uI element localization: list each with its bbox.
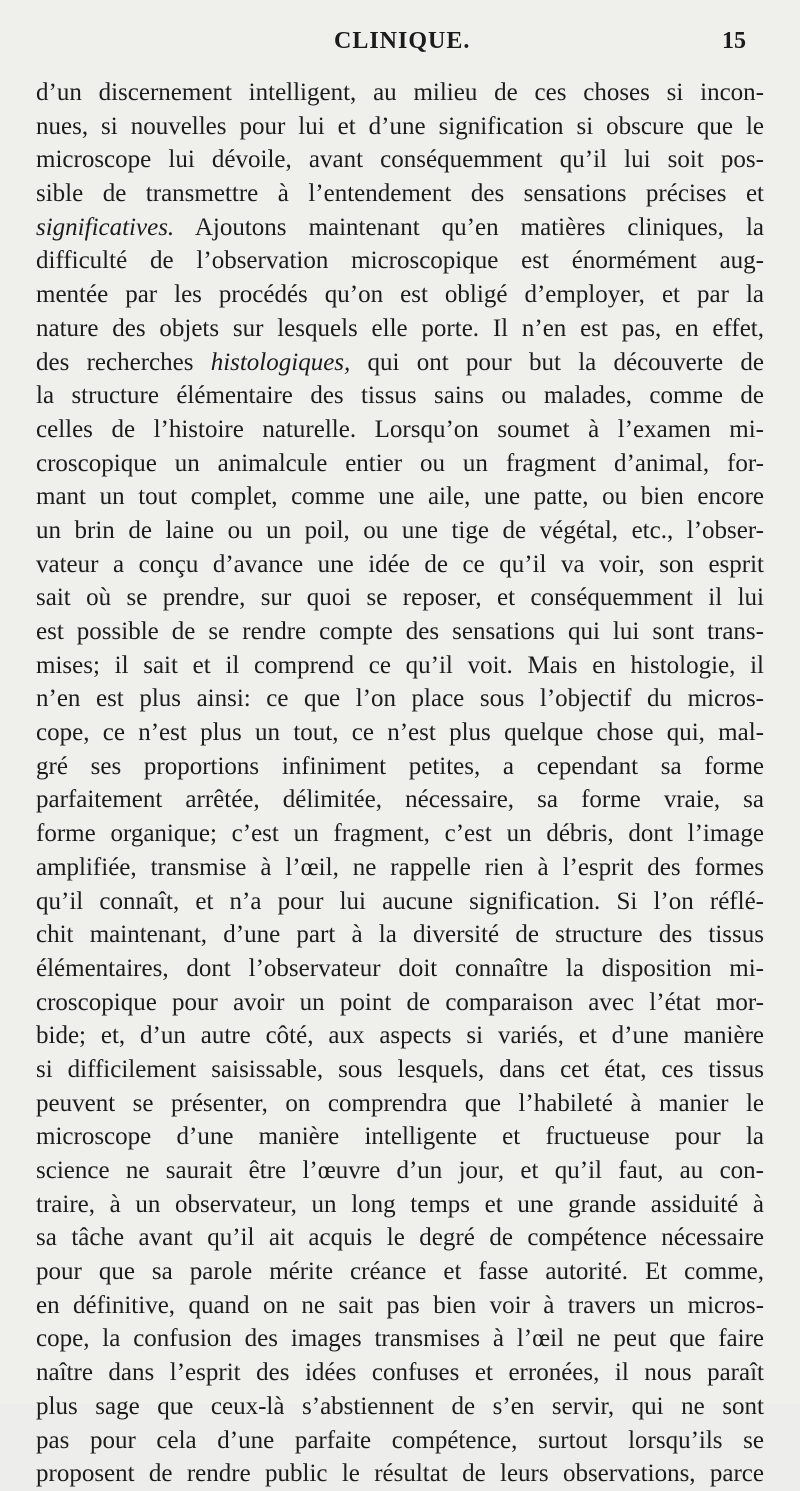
text-line: microscope lui dévoile, avant conséquemment qu’il lui soit pos- [36,146,764,174]
text-line: sible de transmettre à l’entendement des sensations précises et [36,180,764,208]
text-line: la structure élémentaire des tissus sains ou malades, comme de [36,382,764,410]
text-line: celles de l’histoire naturelle. Lorsqu’on soumet à l’examen mi- [36,415,764,443]
text-line: n’en est plus ainsi: ce que l’on place sous l’objectif du micros- [36,685,764,713]
text-line: sa tâche avant qu’il ait acquis le degré de compétence nécessaire [36,1224,764,1252]
text-line: vateur a conçu d’avance une idée de ce qu’il va voir, son esprit [36,550,764,578]
text-line: gré ses proportions infiniment petites, a cependant sa forme [36,752,764,780]
text-line: d’un discernement intelligent, au milieu de ces choses si incon- [36,79,764,106]
page-number: 15 [722,28,746,54]
text-line: mentée par les procédés qu’on est obligé d’employer, et par la [36,281,764,309]
text-line: élémentaires, dont l’observateur doit connaître la disposition mi- [36,954,764,982]
text-line: cope, la confusion des images transmises à l’œil ne peut que faire [36,1325,764,1353]
text-line: croscopique un animalcule entier ou un fragment d’animal, for- [36,449,764,477]
text-line: microscope d’une manière intelligente et fructueuse pour la [36,1123,764,1151]
text-line: est possible de se rendre compte des sensations qui lui sont trans- [36,618,764,645]
text-line: pour que sa parole mérite créance et fasse autorité. Et comme, [36,1258,764,1286]
text-line: en définitive, quand on ne sait pas bien voir à travers un micros- [36,1291,764,1319]
text-line: traire, à un observateur, un long temps et une grande assiduité à [36,1190,764,1218]
text-line: croscopique pour avoir un point de comparaison avec l’état mor- [36,988,764,1016]
text-line: parfaitement arrêtée, délimitée, nécessaire, sa forme vraie, sa [36,786,764,814]
text-line: significatives. Ajoutons maintenant qu’en matières cliniques, la [36,213,764,241]
text-line: bide; et, d’un autre côté, aux aspects si variés, et d’une manière [36,1022,764,1050]
text-line: peuvent se présenter, on comprendra que l’habileté à manier le [36,1089,764,1117]
text-line: pas pour cela d’une parfaite compétence, surtout lorsqu’ils se [36,1426,764,1454]
text-line: nature des objets sur lesquels elle porte. Il n’en est pas, en effet, [36,314,764,342]
running-head-title: CLINIQUE. [334,28,471,54]
running-head [0,28,800,58]
text-line: si difficilement saisissable, sous lesquels, dans cet état, ces tissus [36,1055,764,1083]
text-line: difficulté de l’observation microscopique est énormément aug- [36,247,764,275]
text-line: cope, ce n’est plus un tout, ce n’est plus quelque chose qui, mal- [36,719,764,747]
text-line: mises; il sait et il comprend ce qu’il voit. Mais en histologie, il [36,651,764,679]
text-line: des recherches histologiques, qui ont pour but la découverte de [36,348,764,376]
text-line: sait où se prendre, sur quoi se reposer, et conséquemment il lui [36,584,764,612]
text-line: proposent de rendre public le résultat de leurs observations, parce [36,1460,764,1488]
text-line: chit maintenant, d’une part à la diversité de structure des tissus [36,921,764,949]
text-line: forme organique; c’est un fragment, c’est un débris, dont l’image [36,820,764,848]
text-line: qu’il connaît, et n’a pour lui aucune signification. Si l’on réflé- [36,887,764,915]
text-line: naître dans l’esprit des idées confuses et erronées, il nous paraît [36,1359,764,1387]
text-line: un brin de laine ou un poil, ou une tige de végétal, etc., l’obser- [36,516,764,544]
text-line: amplifiée, transmise à l’œil, ne rappelle rien à l’esprit des formes [36,853,764,881]
text-line: nues, si nouvelles pour lui et d’une signification si obscure que le [36,112,764,140]
text-line: plus sage que ceux-là s’abstiennent de s’en servir, qui ne sont [36,1392,764,1420]
text-line: science ne saurait être l’œuvre d’un jour, et qu’il faut, au con- [36,1157,764,1184]
text-line: mant un tout complet, comme une aile, une patte, ou bien encore [36,483,764,511]
body-text [36,76,764,1491]
